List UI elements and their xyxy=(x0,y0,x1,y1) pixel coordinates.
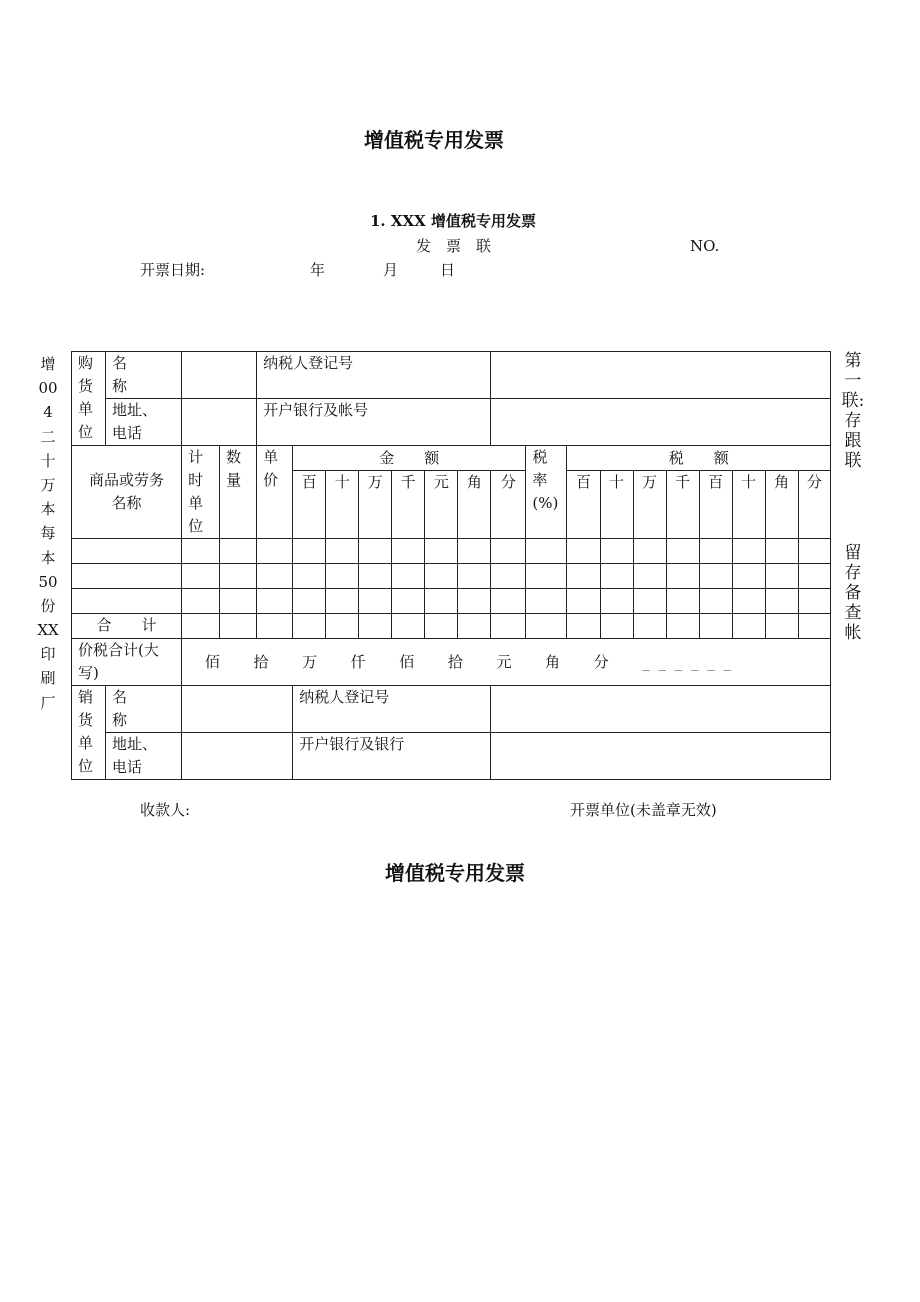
total-row xyxy=(72,614,831,639)
copy-label: 发 票 联 xyxy=(416,237,492,255)
unit-price-header: 单 价 xyxy=(257,446,293,539)
seller-address-value[interactable] xyxy=(182,733,293,780)
payee-label: 收款人: xyxy=(140,801,191,819)
quantity-header: 数 量 xyxy=(220,446,257,539)
buyer-taxpayer-id-label: 纳税人登记号 xyxy=(257,352,491,399)
goods-name-header: 商品或劳务 名称 xyxy=(72,446,182,539)
item-row[interactable] xyxy=(72,589,831,614)
bottom-title: 增值税专用发票 xyxy=(385,861,525,885)
date-year: 年 xyxy=(310,261,326,279)
seller-taxpayer-id-value[interactable] xyxy=(491,686,831,733)
grand-total-dashes: _ _ _ _ _ _ xyxy=(642,652,734,671)
seller-bank-account-value[interactable] xyxy=(491,733,831,780)
date-day: 日 xyxy=(440,261,456,279)
seller-name-value[interactable] xyxy=(182,686,293,733)
issuer-label: 开票单位(未盖章无效) xyxy=(570,801,717,819)
amount-header: 金 额 xyxy=(293,446,526,471)
buyer-name-label: 名 称 xyxy=(106,352,182,399)
tax-digit-hundred: 百 xyxy=(567,471,600,539)
page-title: 增值税专用发票 xyxy=(364,128,504,152)
amount-digit-ten: 十 xyxy=(326,471,359,539)
grand-total-value[interactable]: 佰 拾 万 仟 佰 拾 元 角 分 _ _ _ _ _ _ xyxy=(182,639,831,686)
tax-rate-header: 税 率 (%) xyxy=(526,446,567,539)
grand-total-label: 价税合计(大 写) xyxy=(72,639,182,686)
buyer-name-value[interactable] xyxy=(182,352,257,399)
seller-taxpayer-id-label: 纳税人登记号 xyxy=(293,686,491,733)
item-row[interactable] xyxy=(72,539,831,564)
total-label: 合 计 xyxy=(72,614,182,639)
tax-digit-ten-2: 十 xyxy=(732,471,765,539)
amount-digit-yuan: 元 xyxy=(425,471,458,539)
amount-digit-thousand: 千 xyxy=(392,471,425,539)
tax-digit-fen: 分 xyxy=(798,471,830,539)
seller-address-label: 地址、 电话 xyxy=(106,733,182,780)
item-row[interactable] xyxy=(72,564,831,589)
right-margin-copy-note: 第 一 联: 存 跟 联 xyxy=(841,351,865,471)
tax-digit-thousand: 千 xyxy=(666,471,699,539)
buyer-bank-account-value[interactable] xyxy=(491,399,831,446)
amount-digit-ten-thousand: 万 xyxy=(359,471,392,539)
seller-unit-label: 销 货 单 位 xyxy=(72,686,106,780)
buyer-address-value[interactable] xyxy=(182,399,257,446)
buyer-taxpayer-id-value[interactable] xyxy=(491,352,831,399)
tax-digit-ten: 十 xyxy=(600,471,633,539)
amount-digit-hundred: 百 xyxy=(293,471,326,539)
invoice-table xyxy=(71,351,831,780)
amount-digit-fen: 分 xyxy=(491,471,526,539)
amount-digit-jiao: 角 xyxy=(458,471,491,539)
tax-amount-header: 税 额 xyxy=(567,446,831,471)
unit-header: 计 时 单 位 xyxy=(182,446,220,539)
buyer-unit-label: 购 货 单 位 xyxy=(72,352,106,446)
seller-bank-account-label: 开户银行及银行 xyxy=(293,733,491,780)
invoice-number-label: NO. xyxy=(690,237,720,255)
right-margin-retain-note: 留 存 备 查 帐 xyxy=(844,543,862,643)
tax-digit-ten-thousand: 万 xyxy=(633,471,666,539)
left-margin-text: 增 00 4 二 十 万 本 每 本 50 份 XX 印 刷 厂 xyxy=(37,355,59,712)
tax-digit-hundred-2: 百 xyxy=(699,471,732,539)
buyer-bank-account-label: 开户银行及帐号 xyxy=(257,399,491,446)
issue-date-label: 开票日期: xyxy=(140,261,206,279)
tax-digit-jiao: 角 xyxy=(765,471,798,539)
date-month: 月 xyxy=(383,261,399,279)
invoice-subtitle: 1. XXX 增值税专用发票 xyxy=(370,212,537,230)
buyer-address-label: 地址、 电话 xyxy=(106,399,182,446)
seller-name-label: 名 称 xyxy=(106,686,182,733)
